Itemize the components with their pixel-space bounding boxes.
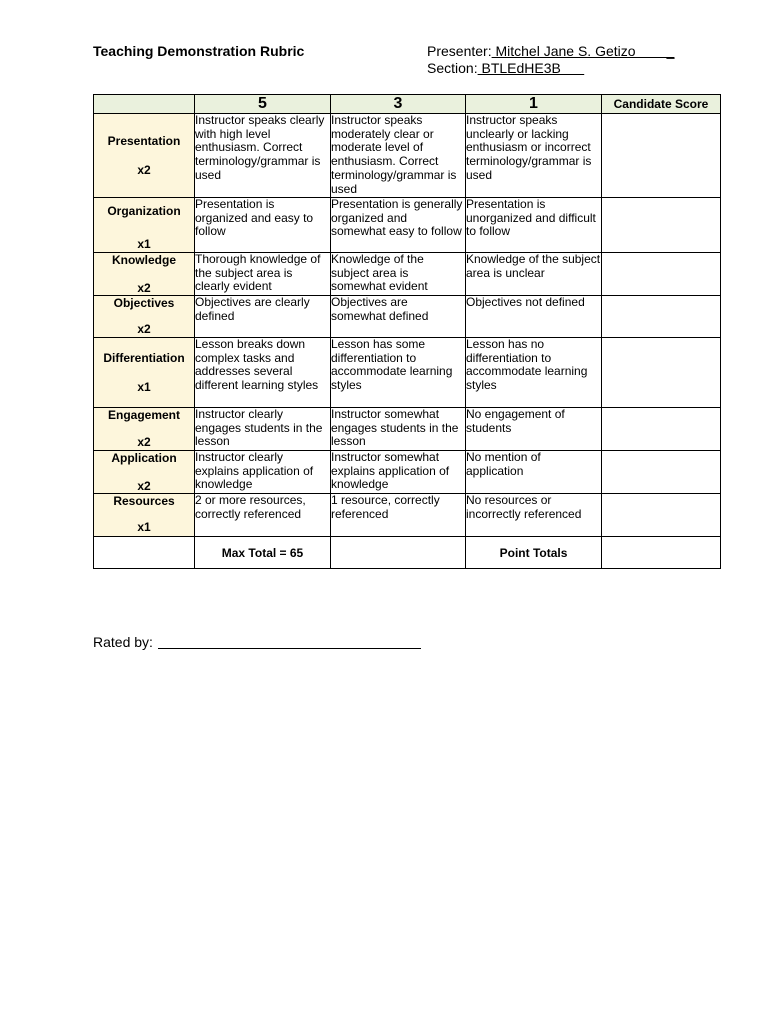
criterion-multiplier: x2 bbox=[137, 479, 151, 493]
table-header-row bbox=[94, 95, 721, 114]
header-meta bbox=[427, 43, 674, 77]
score-3-description: Instructor somewhat engages students in the lesson bbox=[331, 408, 466, 451]
header-score-3: 3 bbox=[331, 95, 466, 114]
criterion-cell bbox=[94, 408, 195, 451]
criterion-name: Knowledge bbox=[111, 253, 176, 267]
document-title: Teaching Demonstration Rubric bbox=[93, 43, 305, 59]
score-3-description: Presentation is generally organized and somewhat easy to follow bbox=[331, 198, 466, 253]
criterion-multiplier: x1 bbox=[137, 380, 151, 394]
table-row bbox=[94, 408, 721, 451]
criterion-cell bbox=[94, 494, 195, 537]
section-value: BTLEdHE3B bbox=[477, 60, 585, 76]
point-totals-label: Point Totals bbox=[466, 537, 602, 569]
presenter-value: Mitchel Jane S. Getizo _ bbox=[491, 43, 675, 59]
score-1-description: Knowledge of the subject area is unclear bbox=[466, 253, 602, 296]
table-row bbox=[94, 253, 721, 296]
score-3-description: Instructor somewhat explains application of knowledge bbox=[331, 451, 466, 494]
score-3-description: Lesson has some differentiation to accommodate learning styles bbox=[331, 338, 466, 408]
score-3-description: Knowledge of the subject area is somewhat evident bbox=[331, 253, 466, 296]
score-5-description: Objectives are clearly defined bbox=[195, 296, 331, 338]
score-5-description: Lesson breaks down complex tasks and addresses several different learning styles bbox=[195, 338, 331, 408]
section-line bbox=[427, 60, 674, 77]
score-5-description: Instructor speaks clearly with high level enthusiasm. Correct terminology/grammar is used bbox=[195, 114, 331, 198]
point-totals-value-cell[interactable] bbox=[602, 537, 721, 569]
score-5-description: 2 or more resources, correctly referenced bbox=[195, 494, 331, 537]
totals-blank-cell bbox=[94, 537, 195, 569]
score-5-description: Presentation is organized and easy to follow bbox=[195, 198, 331, 253]
table-row bbox=[94, 451, 721, 494]
rated-by-label: Rated by: bbox=[93, 634, 153, 650]
candidate-score-cell[interactable] bbox=[602, 198, 721, 253]
candidate-score-cell[interactable] bbox=[602, 408, 721, 451]
totals-empty-cell bbox=[331, 537, 466, 569]
criterion-multiplier: x1 bbox=[137, 520, 151, 534]
criterion-multiplier: x2 bbox=[137, 435, 151, 449]
score-1-description: Lesson has no differentiation to accommodate learning styles bbox=[466, 338, 602, 408]
score-5-description: Instructor clearly engages students in the lesson bbox=[195, 408, 331, 451]
criterion-name: Engagement bbox=[107, 408, 180, 422]
criterion-name: Differentiation bbox=[103, 351, 185, 365]
criterion-name: Organization bbox=[107, 204, 181, 218]
section-label: Section: bbox=[427, 60, 478, 76]
candidate-score-cell[interactable] bbox=[602, 451, 721, 494]
score-5-description: Thorough knowledge of the subject area is clearly evident bbox=[195, 253, 331, 296]
score-3-description: 1 resource, correctly referenced bbox=[331, 494, 466, 537]
header-score-5: 5 bbox=[195, 95, 331, 114]
max-total-cell: Max Total = 65 bbox=[195, 537, 331, 569]
table-row bbox=[94, 114, 721, 198]
candidate-score-cell[interactable] bbox=[602, 338, 721, 408]
criterion-multiplier: x2 bbox=[137, 322, 151, 336]
header-score-1: 1 bbox=[466, 95, 602, 114]
rated-by-section bbox=[93, 634, 153, 650]
criterion-name: Application bbox=[111, 451, 177, 465]
criterion-multiplier: x2 bbox=[137, 163, 151, 177]
candidate-score-cell[interactable] bbox=[602, 253, 721, 296]
score-1-description: Objectives not defined bbox=[466, 296, 602, 338]
header-blank-cell bbox=[94, 95, 195, 114]
score-1-description: No mention of application bbox=[466, 451, 602, 494]
score-3-description: Objectives are somewhat defined bbox=[331, 296, 466, 338]
criterion-cell bbox=[94, 296, 195, 338]
table-row bbox=[94, 198, 721, 253]
header-candidate-score: Candidate Score bbox=[602, 95, 721, 114]
criterion-cell bbox=[94, 338, 195, 408]
criterion-name: Resources bbox=[113, 494, 175, 508]
score-3-description: Instructor speaks moderately clear or moderate level of enthusiasm. Correct terminology/grammar is used bbox=[331, 114, 466, 198]
table-row bbox=[94, 494, 721, 537]
score-1-description: Instructor speaks unclearly or lacking enthusiasm or incorrect terminology/grammar is used bbox=[466, 114, 602, 198]
table-row bbox=[94, 296, 721, 338]
score-1-description: No resources or incorrectly referenced bbox=[466, 494, 602, 537]
totals-row bbox=[94, 537, 721, 569]
criterion-cell bbox=[94, 198, 195, 253]
criterion-multiplier: x1 bbox=[137, 237, 151, 251]
rated-by-signature-line[interactable] bbox=[158, 648, 421, 649]
criterion-multiplier: x2 bbox=[137, 281, 151, 295]
criterion-cell bbox=[94, 114, 195, 198]
rubric-table bbox=[93, 94, 721, 569]
criterion-cell bbox=[94, 451, 195, 494]
criterion-cell bbox=[94, 253, 195, 296]
candidate-score-cell[interactable] bbox=[602, 296, 721, 338]
score-1-description: No engagement of students bbox=[466, 408, 602, 451]
candidate-score-cell[interactable] bbox=[602, 114, 721, 198]
score-5-description: Instructor clearly explains application of knowledge bbox=[195, 451, 331, 494]
criterion-name: Objectives bbox=[113, 296, 175, 310]
presenter-label: Presenter: bbox=[427, 43, 492, 59]
criterion-name: Presentation bbox=[107, 134, 181, 148]
presenter-line bbox=[427, 43, 674, 60]
candidate-score-cell[interactable] bbox=[602, 494, 721, 537]
score-1-description: Presentation is unorganized and difficult to follow bbox=[466, 198, 602, 253]
table-row bbox=[94, 338, 721, 408]
